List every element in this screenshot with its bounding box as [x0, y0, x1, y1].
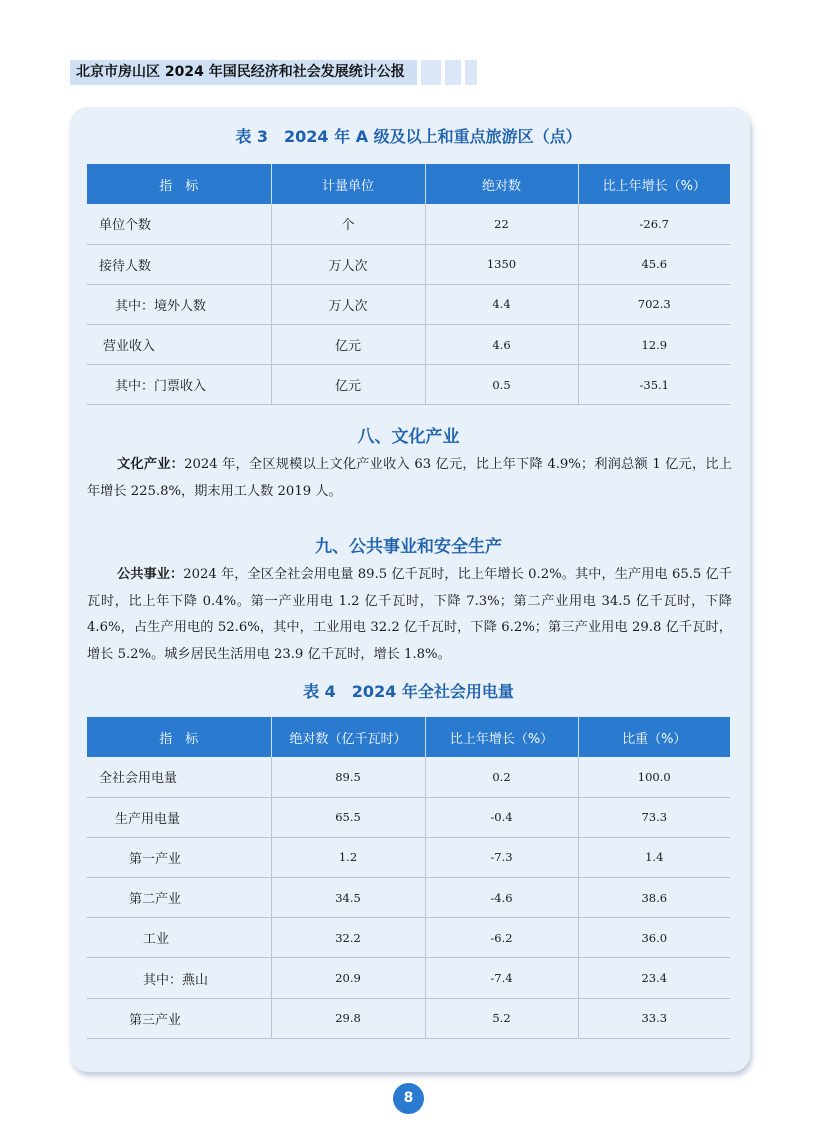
section9-heading: 九、公共事业和安全生产	[315, 537, 502, 557]
section9-keyword: 公共事业：	[117, 567, 184, 582]
row-value: 0.5	[425, 365, 578, 405]
row-growth: -35.1	[578, 365, 730, 405]
row-growth: 45.6	[578, 244, 730, 284]
table3-header-unit: 计量单位	[271, 164, 425, 204]
row-share: 1.4	[578, 837, 730, 877]
row-growth: 12.9	[578, 325, 730, 365]
table-row	[87, 365, 730, 405]
report-header-title: 北京市房山区 2024 年国民经济和社会发展统计公报	[70, 60, 417, 85]
row-growth: -6.2	[425, 918, 578, 958]
row-growth: 702.3	[578, 284, 730, 324]
row-label: 营业收入	[87, 325, 271, 365]
report-header	[70, 60, 477, 85]
section8-heading: 八、文化产业	[357, 427, 460, 447]
row-unit: 亿元	[271, 365, 425, 405]
row-value: 89.5	[271, 757, 425, 797]
table4-header-value: 绝对数（亿千瓦时）	[271, 717, 425, 757]
table-row	[87, 837, 730, 877]
table3-header-row	[87, 164, 730, 204]
row-value: 20.9	[271, 958, 425, 998]
table-row	[87, 325, 730, 365]
table4-title: 表 4 2024 年全社会用电量	[303, 682, 514, 701]
table-row	[87, 284, 730, 324]
row-unit: 亿元	[271, 325, 425, 365]
row-label: 接待人数	[87, 244, 271, 284]
row-growth: 0.2	[425, 757, 578, 797]
row-share: 73.3	[578, 797, 730, 837]
table3-title: 表 3 2024 年 A 级及以上和重点旅游区（点）	[235, 127, 582, 146]
row-share: 38.6	[578, 878, 730, 918]
section8-text: 2024 年，全区规模以上文化产业收入 63 亿元，比上年下降 4.9%；利润总额 1 亿元，比上年增长 225.8%，期末用工人数 2019 人。	[87, 457, 732, 499]
row-share: 23.4	[578, 958, 730, 998]
table4-header-growth: 比上年增长（%）	[425, 717, 578, 757]
table-row	[87, 998, 730, 1038]
row-value: 4.6	[425, 325, 578, 365]
section9-paragraph	[87, 562, 732, 668]
row-growth: -0.4	[425, 797, 578, 837]
row-label: 其中：燕山	[87, 958, 271, 998]
table-row	[87, 958, 730, 998]
row-label: 其中：门票收入	[87, 365, 271, 405]
row-growth: -7.4	[425, 958, 578, 998]
table4-header-share: 比重（%）	[578, 717, 730, 757]
page-number: 8	[393, 1083, 424, 1114]
row-unit: 个	[271, 204, 425, 244]
row-growth: -7.3	[425, 837, 578, 877]
row-value: 22	[425, 204, 578, 244]
row-growth: -26.7	[578, 204, 730, 244]
row-label: 单位个数	[87, 204, 271, 244]
row-value: 32.2	[271, 918, 425, 958]
row-share: 100.0	[578, 757, 730, 797]
header-decoration-block	[465, 60, 477, 85]
table3	[87, 164, 730, 405]
row-unit: 万人次	[271, 244, 425, 284]
table-row	[87, 878, 730, 918]
row-label: 第一产业	[87, 837, 271, 877]
section9-text: 2024 年，全区全社会用电量 89.5 亿千瓦时，比上年增长 0.2%。其中，生产用电 65.5 亿千瓦时，比上年下降 0.4%。第一产业用电 1.2 亿千瓦时，下降 7.3%；第二产业用电 34.5 亿千瓦时，下降 4.6%，占生产用电的 52.6%，其中，工业用电 32.2 亿千瓦时，下降 6.2%；第三产业用电 29.8 亿千瓦时，增长 5.2%。城乡居民生活用电 23.9 亿千瓦时，增长 1.8%。	[87, 567, 732, 662]
row-value: 1350	[425, 244, 578, 284]
row-label: 第二产业	[87, 878, 271, 918]
header-decoration-block	[421, 60, 441, 85]
table-row	[87, 797, 730, 837]
table-row	[87, 204, 730, 244]
table4-header-indicator: 指 标	[87, 717, 271, 757]
section8-paragraph	[87, 452, 732, 505]
row-value: 29.8	[271, 998, 425, 1038]
row-share: 33.3	[578, 998, 730, 1038]
row-share: 36.0	[578, 918, 730, 958]
row-value: 4.4	[425, 284, 578, 324]
table3-header-value: 绝对数	[425, 164, 578, 204]
table-row	[87, 244, 730, 284]
header-decoration-block	[445, 60, 461, 85]
table4	[87, 717, 730, 1039]
table4-header-row	[87, 717, 730, 757]
row-growth: 5.2	[425, 998, 578, 1038]
table3-header-growth: 比上年增长（%）	[578, 164, 730, 204]
row-label: 第三产业	[87, 998, 271, 1038]
row-unit: 万人次	[271, 284, 425, 324]
section8-keyword: 文化产业：	[117, 457, 185, 472]
table-row	[87, 918, 730, 958]
row-label: 工业	[87, 918, 271, 958]
row-label: 生产用电量	[87, 797, 271, 837]
row-value: 1.2	[271, 837, 425, 877]
table3-header-indicator: 指 标	[87, 164, 271, 204]
row-growth: -4.6	[425, 878, 578, 918]
row-label: 全社会用电量	[87, 757, 271, 797]
row-value: 65.5	[271, 797, 425, 837]
table-row	[87, 757, 730, 797]
row-value: 34.5	[271, 878, 425, 918]
row-label: 其中：境外人数	[87, 284, 271, 324]
